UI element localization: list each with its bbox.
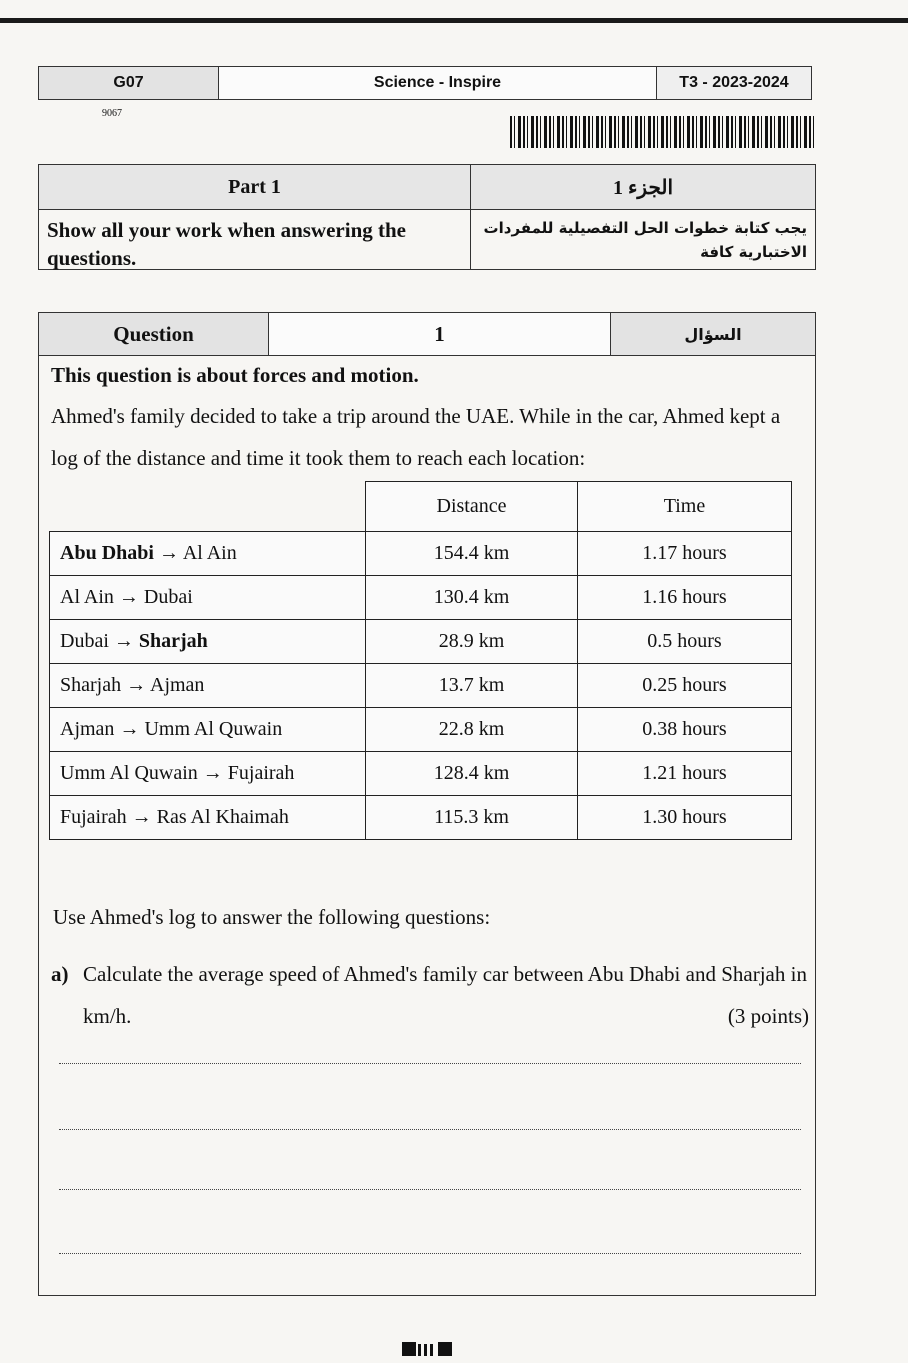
- question-label-ar: السؤال: [611, 313, 815, 355]
- route-to: Umm Al Quwain: [144, 718, 283, 740]
- part-title-en: Part 1: [39, 165, 471, 209]
- time-cell: 0.25 hours: [578, 664, 792, 708]
- table-row: Sharjah → Ajman 13.7 km 0.25 hours: [50, 664, 792, 708]
- part-a-text: Calculate the average speed of Ahmed's family car between Abu Dhabi and Sharjah in km/h.: [83, 962, 807, 1028]
- route-to: Fujairah: [227, 762, 295, 784]
- answer-line[interactable]: [59, 1129, 801, 1130]
- route-to: Dubai: [143, 586, 193, 608]
- question-number: 1: [269, 313, 611, 355]
- instruction-ar: يجب كتابة خطوات الحل التفصيلية للمفردات الاختبارية كافة: [483, 219, 807, 261]
- table-row: Al Ain → Dubai 130.4 km 1.16 hours: [50, 576, 792, 620]
- qr-code-icon: [402, 1342, 452, 1360]
- question-label-en: Question: [39, 313, 269, 355]
- exam-header: [38, 66, 812, 100]
- route-to: Sharjah: [138, 630, 208, 652]
- part-a-label: a): [51, 962, 69, 986]
- route-to: Ajman: [150, 674, 205, 696]
- subject-cell: Science - Inspire: [219, 67, 657, 99]
- route-from: Ajman: [60, 718, 115, 740]
- route-from: Sharjah: [60, 674, 122, 696]
- table-header-blank: [50, 482, 366, 532]
- term-cell: T3 - 2023-2024: [657, 67, 811, 99]
- time-cell: 0.38 hours: [578, 708, 792, 752]
- answer-line[interactable]: [59, 1189, 801, 1190]
- time-cell: 0.5 hours: [578, 620, 792, 664]
- time-cell: 1.30 hours: [578, 796, 792, 840]
- part-a-points: (3 points): [727, 1004, 809, 1028]
- route-to: Ras Al Khaimah: [156, 806, 289, 828]
- route-to: Al Ain: [182, 542, 237, 564]
- use-log-instruction: Use Ahmed's log to answer the following questions:: [53, 905, 491, 929]
- distance-cell: 13.7 km: [366, 664, 578, 708]
- answer-line[interactable]: [59, 1063, 801, 1064]
- time-cell: 1.16 hours: [578, 576, 792, 620]
- table-header-time: Time: [578, 482, 792, 532]
- exam-code: 9067: [102, 108, 122, 119]
- table-row: Ajman → Umm Al Quwain 22.8 km 0.38 hours: [50, 708, 792, 752]
- route-from: Abu Dhabi: [60, 542, 154, 564]
- table-header-distance: Distance: [366, 482, 578, 532]
- distance-cell: 22.8 km: [366, 708, 578, 752]
- table-header-row: [50, 482, 792, 532]
- route-from: Fujairah: [60, 806, 127, 828]
- question-box: [38, 312, 816, 1296]
- distance-cell: 130.4 km: [366, 576, 578, 620]
- question-intro: Ahmed's family decided to take a trip around the UAE. While in the car, Ahmed kept a log of the distance and time it took them to reach each location:: [51, 404, 781, 470]
- top-border: [0, 18, 908, 23]
- part-a: [51, 953, 809, 1037]
- distance-cell: 154.4 km: [366, 532, 578, 576]
- distance-cell: 128.4 km: [366, 752, 578, 796]
- answer-line[interactable]: [59, 1253, 801, 1254]
- question-header: [39, 313, 815, 356]
- question-title: This question is about forces and motion.: [51, 363, 419, 387]
- time-cell: 1.21 hours: [578, 752, 792, 796]
- table-row: Fujairah → Ras Al Khaimah 115.3 km 1.30 hours: [50, 796, 792, 840]
- trip-log-table: [49, 481, 792, 840]
- distance-cell: 28.9 km: [366, 620, 578, 664]
- instruction-en: Show all your work when answering the questions.: [39, 210, 471, 270]
- route-from: Umm Al Quwain: [60, 762, 198, 784]
- distance-cell: 115.3 km: [366, 796, 578, 840]
- part-title-ar: الجزء 1: [613, 176, 673, 199]
- table-row: Umm Al Quwain → Fujairah 128.4 km 1.21 hours: [50, 752, 792, 796]
- part-table: [38, 164, 816, 270]
- route-from: Al Ain: [60, 586, 114, 608]
- time-cell: 1.17 hours: [578, 532, 792, 576]
- table-row: Abu Dhabi → Al Ain 154.4 km 1.17 hours: [50, 532, 792, 576]
- table-row: Dubai → Sharjah 28.9 km 0.5 hours: [50, 620, 792, 664]
- grade-cell: G07: [39, 67, 219, 99]
- route-from: Dubai: [60, 630, 109, 652]
- barcode-icon: [510, 116, 816, 148]
